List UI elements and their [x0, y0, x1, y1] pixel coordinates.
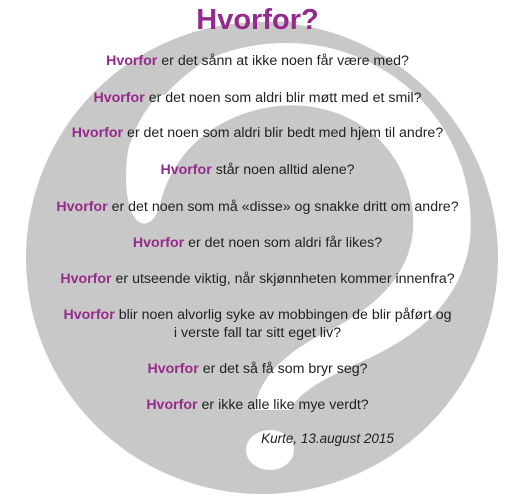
question-text: blir noen alvorlig syke av mobbingen de blir påført og [118, 307, 452, 323]
question-text: er det noen som aldri blir bedt med hjem til andre? [126, 125, 444, 141]
question-keyword: Hvorfor [106, 53, 158, 69]
question-keyword: Hvorfor [132, 235, 185, 251]
question-text-continued: i verste fall tar sitt eget liv? [173, 325, 342, 341]
author-signature: Kurte, 13.august 2015 [261, 431, 394, 446]
question-line [0, 270, 515, 289]
question-line [0, 89, 515, 108]
question-line [0, 306, 515, 325]
question-text: står noen alltid alene? [215, 162, 355, 178]
question-keyword: Hvorfor [60, 271, 112, 287]
question-line [0, 360, 515, 379]
question-text: er utseende viktig, når skjønnheten kommer innenfra? [115, 271, 455, 287]
question-text: er det så få som bryr seg? [202, 361, 368, 377]
question-keyword: Hvorfor [56, 199, 108, 215]
question-line [0, 52, 515, 71]
question-line [0, 161, 515, 180]
question-text: er det noen som aldri får likes? [188, 235, 383, 251]
question-line [0, 124, 515, 143]
question-keyword: Hvorfor [146, 397, 198, 413]
question-text: er det sånn at ikke noen får være med? [161, 53, 409, 69]
question-line [0, 234, 515, 253]
question-keyword: Hvorfor [160, 162, 212, 178]
question-text: er det noen som aldri blir møtt med et smil? [148, 90, 422, 106]
question-text: er ikke alle like mye verdt? [201, 397, 369, 413]
question-line-continuation [0, 324, 515, 343]
question-keyword: Hvorfor [93, 90, 145, 106]
page-title: Hvorfor? [196, 4, 319, 36]
question-keyword: Hvorfor [147, 361, 199, 377]
question-line [0, 198, 515, 217]
question-line [0, 396, 515, 415]
question-text: er det noen som må «disse» og snakke dritt om andre? [111, 199, 459, 215]
question-keyword: Hvorfor [63, 307, 115, 323]
question-keyword: Hvorfor [71, 125, 124, 141]
